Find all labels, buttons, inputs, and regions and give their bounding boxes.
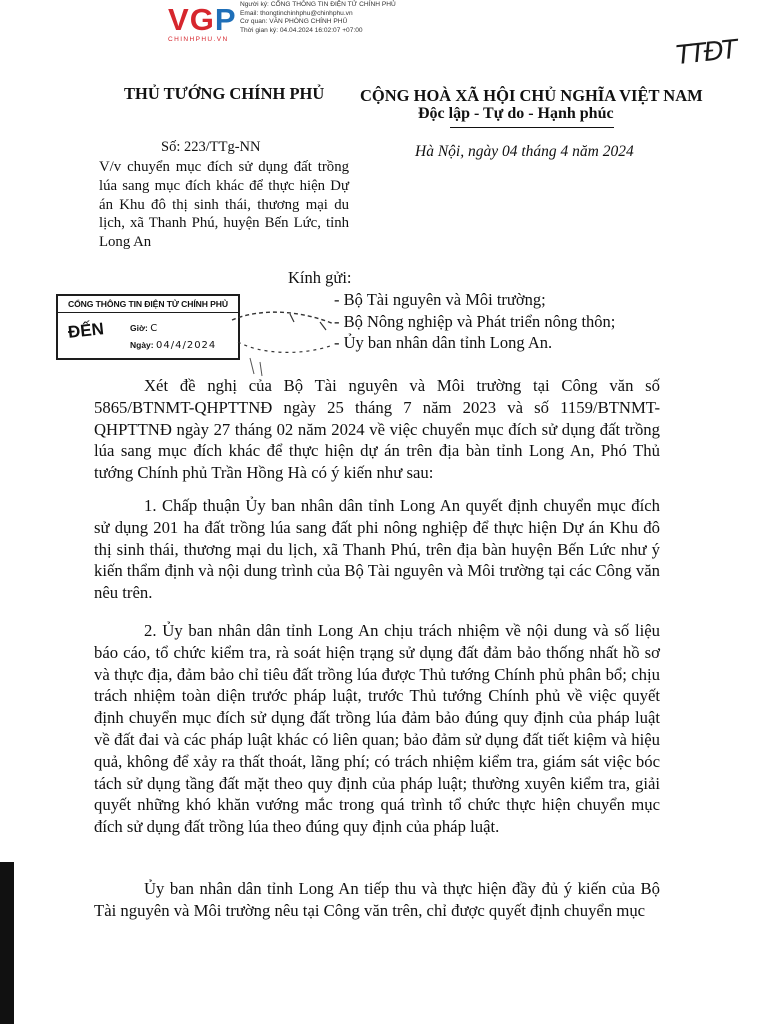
stamp-date-label: Ngày: — [130, 340, 154, 350]
stamp-den-label: ĐẾN — [67, 319, 105, 342]
handwritten-mark: TTĐT — [674, 34, 738, 72]
recipient-item: - Bộ Nông nghiệp và Phát triển nông thôn; — [334, 311, 616, 331]
stamp-header: CỔNG THÔNG TIN ĐIỆN TỬ CHÍNH PHỦ — [58, 296, 238, 313]
signature-signer: Người ký: CỔNG THÔNG TIN ĐIỆN TỬ CHÍNH PHỦ — [240, 1, 396, 8]
paragraph-intro-text: Xét đề nghị của Bộ Tài nguyên và Môi trường tại Công văn số 5865/BTNMT-QHPTTNĐ ngày 25 tháng 7 năm 2023 và số 1159/BTNMT-QHPTTNĐ ngày 27 tháng 02 năm 2024 về việc chuyển mục đích sử dụng đất trồng lúa sang mục đích khác để thực hiện dự án trên địa bàn tỉnh Long An, Phó Thủ tướng Chính phủ Trần Hồng Hà có ý kiến như sau: — [94, 376, 660, 483]
nation-title: CỘNG HOÀ XÃ HỘI CHỦ NGHĨA VIỆT NAM — [360, 86, 703, 105]
stamp-time-label: Giờ: — [130, 323, 148, 333]
stamp-time-value: C — [150, 323, 159, 334]
document-subject: V/v chuyển mục đích sử dụng đất trồng lúa sang mục đích khác để thực hiện Dự án Khu đô thị sinh thái, thương mại du lịch, xã Thanh Phú, huyện Bến Lức, tỉnh Long An — [99, 159, 349, 251]
recipients-label: Kính gửi: — [288, 268, 352, 287]
paragraph-item-2-text: 2. Ủy ban nhân dân tỉnh Long An chịu trách nhiệm về nội dung và số liệu báo cáo, tổ chức kiểm tra, rà soát hiện trạng sử dụng đất đảm bảo thống nhất hồ sơ và thực địa, đảm bảo chỉ tiêu đất trồng lúa được Thủ tướng Chính phủ phân bổ; chịu trách nhiệm toàn diện trước pháp luật, trước Thủ tướng Chính phủ về việc quyết định chuyển mục đích sử dụng đất trồng lúa đảm bảo đúng quy định của pháp luật về đất đai và các pháp luật khác có liên quan; bảo đảm sử dụng đất tiết kiệm và hiệu quả, không để xảy ra thất thoát, lãng phí; có trách nhiệm kiểm tra, giám sát việc bóc tách sử dụng tầng đất mặt theo quy định của pháp luật; thường xuyên kiểm tra, giải quyết những khó khăn vướng mắc trong quá trình tổ chức thực hiện chuyển mục đích sử dụng đất trồng lúa theo đúng quy định của pháp luật. — [94, 621, 660, 837]
vgp-logo — [168, 4, 244, 44]
signature-email: Email: thongtinchinhphu@chinhphu.vn — [240, 9, 353, 17]
motto-underline — [450, 127, 614, 128]
stamp-time-line — [130, 323, 158, 334]
paragraph-item-2 — [94, 620, 660, 838]
recipient-item: - Ủy ban nhân dân tỉnh Long An. — [334, 333, 553, 352]
signature-agency: Cơ quan: VĂN PHÒNG CHÍNH PHỦ — [240, 18, 348, 26]
signature-time: Thời gian ký: 04.04.2024 16:02:07 +07:00 — [240, 26, 363, 34]
digital-signature-block — [240, 1, 396, 35]
logo-subtitle: CHINHPHU.VN — [168, 36, 229, 43]
recipients-list — [334, 289, 615, 354]
paragraph-conclusion-text: Ủy ban nhân dân tỉnh Long An tiếp thu và thực hiện đầy đủ ý kiến của Bộ Tài nguyên và Môi trường nêu tại Công văn trên, chỉ được quyết định chuyển mục — [94, 879, 660, 920]
paragraph-intro — [94, 375, 660, 484]
scan-edge-shadow — [0, 862, 14, 1024]
stamp-date-value: 04/4/2024 — [156, 340, 217, 351]
motto: Độc lập - Tự do - Hạnh phúc — [418, 105, 614, 122]
stamp-date-line — [130, 340, 216, 351]
received-stamp — [56, 294, 240, 360]
issuer-title: THỦ TƯỚNG CHÍNH PHỦ — [124, 84, 325, 103]
paragraph-item-1 — [94, 495, 660, 604]
stamp-scribble — [230, 302, 350, 382]
logo-letters: VGP — [168, 2, 237, 37]
place-date: Hà Nội, ngày 04 tháng 4 năm 2024 — [415, 143, 634, 160]
recipient-item: - Bộ Tài nguyên và Môi trường; — [334, 290, 546, 309]
document-number: Số: 223/TTg-NN — [161, 139, 261, 155]
paragraph-conclusion — [94, 878, 660, 922]
paragraph-item-1-text: 1. Chấp thuận Ủy ban nhân dân tỉnh Long An quyết định chuyển mục đích sử dụng 201 ha đất trồng lúa sang đất phi nông nghiệp để thực hiện Dự án Khu đô thị sinh thái, thương mại du lịch, xã Thanh Phú, trên địa bàn huyện Bến Lức như ý kiến thẩm định và nội dung trình của Bộ Tài nguyên và Môi trường tại các Công văn nêu trên. — [94, 496, 660, 603]
